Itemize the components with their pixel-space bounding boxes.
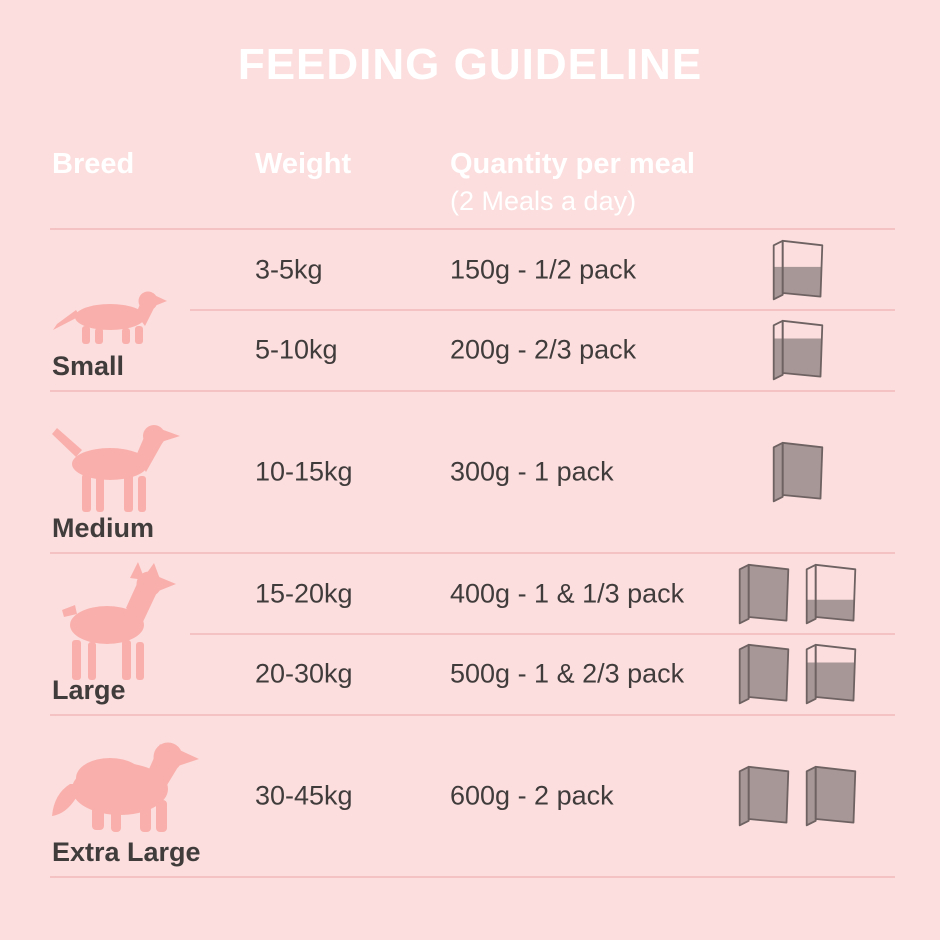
breed-cell (50, 554, 265, 714)
weight-value: 10-15kg (255, 456, 353, 487)
header-breed: Breed (52, 148, 135, 180)
pack-icons (725, 392, 870, 552)
food-pack-icon (737, 763, 791, 830)
breed-group (50, 230, 895, 392)
breed-cell (50, 392, 265, 552)
food-pack-icon (737, 641, 791, 708)
pointer-dog-icon (50, 418, 182, 514)
dachshund-icon (52, 288, 167, 346)
food-pack-icon (771, 237, 825, 304)
header-quantity-line2: (2 Meals a day) (450, 186, 637, 216)
pack-icons (725, 230, 870, 310)
breed-label: Small (52, 351, 125, 381)
bernese-dog-icon (48, 732, 203, 837)
quantity-value: 300g - 1 pack (450, 456, 614, 487)
weight-value: 15-20kg (255, 578, 353, 609)
feeding-table-body (50, 228, 895, 878)
quantity-value: 600g - 2 pack (450, 780, 614, 811)
header-quantity-line1: Quantity per meal (450, 148, 695, 180)
breed-label: Extra Large (52, 837, 201, 867)
breed-label: Large (52, 675, 126, 705)
breed-cell (50, 230, 265, 390)
pack-icons (725, 310, 870, 390)
breed-label: Medium (52, 513, 155, 543)
food-pack-icon (771, 439, 825, 506)
pack-icons (725, 716, 870, 876)
weight-value: 20-30kg (255, 658, 353, 689)
breed-group (50, 392, 895, 554)
weight-value: 3-5kg (255, 254, 323, 285)
food-pack-icon (804, 763, 858, 830)
weight-value: 5-10kg (255, 334, 338, 365)
header-weight: Weight (255, 148, 352, 180)
table-header (50, 148, 895, 226)
pack-icons (725, 554, 870, 634)
breed-group (50, 554, 895, 716)
pack-icons (725, 634, 870, 714)
food-pack-icon (804, 561, 858, 628)
breed-cell (50, 716, 265, 876)
header-quantity (450, 148, 695, 218)
quantity-value: 500g - 1 & 2/3 pack (450, 658, 685, 689)
boxer-dog-icon (50, 562, 180, 682)
quantity-value: 200g - 2/3 pack (450, 334, 637, 365)
breed-group (50, 716, 895, 878)
food-pack-icon (737, 561, 791, 628)
food-pack-icon (804, 641, 858, 708)
quantity-value: 150g - 1/2 pack (450, 254, 637, 285)
page-title: FEEDING GUIDELINE (237, 40, 703, 89)
weight-value: 30-45kg (255, 780, 353, 811)
food-pack-icon (771, 317, 825, 384)
quantity-value: 400g - 1 & 1/3 pack (450, 578, 685, 609)
